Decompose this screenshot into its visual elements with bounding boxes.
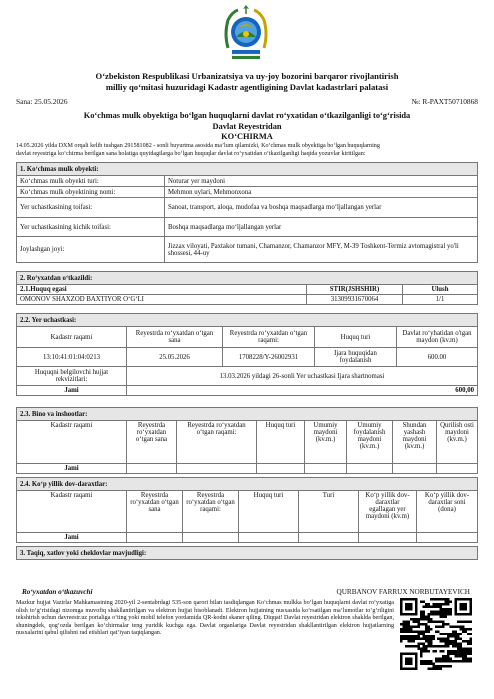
column-header: Umumiy foydalanish maydoni (kv.m.) — [347, 421, 393, 464]
stir-header: STIR(JSHSHIR) — [307, 285, 403, 295]
registration-number: 1708228/Y-26002931 — [223, 348, 315, 367]
section-2-2-table — [16, 313, 478, 396]
total-label: Jami — [17, 386, 127, 396]
document-number: №: R-PAXT50710868 — [411, 97, 478, 106]
section-2-title: 2. Ro‘yxatdan o‘tkazildi: — [17, 272, 478, 285]
intro-line-2: davlat reyestriga ko‘chirma berilgan sana holatiga quyidagilarga bo‘lgan huquqlar davlat ro‘yxatidan o‘tkazilganligi haqida yozuvlar kiritilgan: — [16, 150, 366, 157]
org-line-2: milliy qo‘mitasi huzuridagi Kadastr agentligining Davlat kadastrlari palatasi — [105, 82, 389, 92]
column-header: Reyestrda ro‘yxatdan o‘tgan sana — [127, 421, 177, 464]
legal-notice: Mazkur hujjat Vazirlar Mahkamasining 2020-yil 2-sentabrdagi 535-son qarori bilan tasdiqlangan Ko‘chmas mulkka bo‘lgan huquqlarni davlat ro‘yxatiga olish to‘g‘risidagi nizomga muvofiq shakllantirilgan va elektron hujjat hisoblanadi. Elektron hujjatning nusxasida ko‘rsatilgan ma’lumotlar to‘g‘riligini tekshirish uchun davreestr.uz portaliga o‘ting yoki mobil telefon yordamida QR-kodni skaner qiling. Diqqat! Davlat reyestridan elektron shaklda berilgan, shuningdek, qog‘ozda berilgan ko‘chirmalar teng yuridik kuchga ega. Davlat organlariga Davlat reyestridan shakllantirilgan elektron hujjatlarning nusxalarini qabul qilishni rad etishlari qat’iyan taqiqlangan. — [16, 600, 394, 637]
column-header: Reyestrda ro‘yxatdan o‘tgan raqami: — [223, 327, 315, 348]
section-3-title: 3. Taqiq, xatlov yoki cheklovlar mavjudligi: — [17, 547, 478, 560]
org-line-1: O‘zbekiston Respublikasi Urbanizatsiya va uy-joy bozorini barqaror rivojlantirish — [95, 71, 399, 81]
section-1-table — [16, 162, 478, 263]
title-line-2: Davlat Reyestridan — [212, 121, 282, 131]
column-header: Ko‘p yillik dov-daraxtlar egallagan yer maydoni (kv.m) — [359, 491, 417, 533]
section-2-table — [16, 271, 478, 305]
section-1-title: 1. Ko‘chmas mulk obyekti: — [17, 163, 478, 176]
field-value: Boshqa maqsadlarga mo‘ljallangan yerlar — [165, 218, 478, 237]
column-header: Reyestrda ro‘yxatdan o‘tgan raqami: — [183, 491, 239, 533]
column-header: Davlat ro‘yhatidan o'tgan maydon (kv.m) — [397, 327, 478, 348]
document-details-label: Huquqni belgilovchi hujjat rekvizitlari: — [17, 367, 127, 386]
document-details-value: 13.03.2026 yildagi 26-sonli Yer uchastkasi Ijara shartnomasi — [127, 367, 478, 386]
ulush-header: Ulush — [403, 285, 478, 295]
section-2-3-title: 2.3. Bino va inshootlar: — [17, 408, 478, 421]
field-label: Yer uchastkasining toifasi: — [17, 198, 165, 218]
section-2-2-title: 2.2. Yer uchastkasi: — [17, 314, 478, 327]
total-label: Jami — [17, 464, 127, 474]
owner-stir: 31309931670064 — [307, 295, 403, 305]
title-line-1: Ko‘chmas mulk obyektiga bo‘lgan huquqlarni davlat ro‘yxatidan o‘tkazilganligi to‘g‘risida — [83, 111, 411, 120]
column-header: Ko‘p yillik dov-daraxtlar soni (dona) — [417, 491, 478, 533]
total-label: Jami — [17, 533, 127, 543]
field-value: Sanoat, transport, aloqa, mudofaa va boshqa maqsadlarga mo‘ljallangan yerlar — [165, 198, 478, 218]
column-header: Huquq turi — [315, 327, 397, 348]
qr-code-icon[interactable] — [400, 598, 472, 670]
owner-name: OMONOV SHAXZOD BAXTIYOR O‘G‘LI — [17, 295, 307, 305]
column-header: Huquq turi — [239, 491, 299, 533]
field-label: Yer uchastkasining kichik toifasi: — [17, 218, 165, 237]
field-label: Ko‘chmas mulk obyektining nomi: — [17, 187, 165, 198]
state-emblem-icon — [222, 4, 270, 60]
column-header: Shundan yashash maydoni (kv.m.) — [393, 421, 437, 464]
column-header: Kadastr raqami — [17, 491, 127, 533]
column-header: Kadastr raqami — [17, 421, 127, 464]
organization-name — [40, 71, 454, 93]
owner-share: 1/1 — [403, 295, 478, 305]
column-header: Turi — [299, 491, 359, 533]
document-date: Sana: 25.05.2026 — [16, 97, 68, 106]
section-2-4-title: 2.4. Ko‘p yillik dov-daraxtlar: — [17, 478, 478, 491]
total-value: 600,00 — [127, 386, 478, 396]
column-header: Reyestrda ro‘yxatdan o‘tgan raqami: — [177, 421, 257, 464]
owner-header: 2.1.Huquq egasi — [17, 285, 307, 295]
field-value: Jizzax viloyati, Paxtakor tumani, Chamanzor, Chamanzor MFY, M-39 Toshkent-Termiz avtomagistral yo'li shossesi, 44-uy — [165, 237, 478, 263]
registration-date: 25.05.2026 — [127, 348, 223, 367]
title-line-3: KO‘CHIRMA — [221, 132, 273, 142]
cadastre-number: 13:10:41:01:04:0213 — [17, 348, 127, 367]
registered-area: 600.00 — [397, 348, 478, 367]
section-3-table — [16, 546, 478, 560]
column-header: Reyestrda ro‘yxatdan o‘tgan sana — [127, 491, 183, 533]
section-2-4-table — [16, 477, 478, 543]
field-label: Ko‘chmas mulk obyekti turi: — [17, 176, 165, 187]
registrar-label: Ro‘yxatdan o‘tkazuvchi — [22, 588, 93, 596]
column-header: Reyestrda ro‘yxatdan o‘tgan sana — [127, 327, 223, 348]
column-header: Kadastr raqami — [17, 327, 127, 348]
section-2-3-table — [16, 407, 478, 474]
field-value: Noturar yer maydoni — [165, 176, 478, 187]
column-header: Huquq turi — [257, 421, 305, 464]
intro-line-1: 14.05.2026 yilda DXM orqali kelib tushgan 291581082 - sonli buyurtma asosida ma’lum qilamizki, Ko‘chmas mulk obyektiga bo‘lgan huquqlarning — [16, 143, 380, 149]
registrar-name: QURBANOV FARRUX NORBUTAYEVICH — [336, 588, 470, 596]
field-label: Joylashgan joyi: — [17, 237, 165, 263]
right-type: Ijara huquqidan foydalanish — [315, 348, 397, 367]
document-title — [40, 111, 454, 143]
column-header: Qurilish osti maydoni (kv.m.) — [437, 421, 478, 464]
intro-text — [16, 143, 478, 158]
column-header: Umumiy maydoni (kv.m.) — [305, 421, 347, 464]
field-value: Mehmon uylari, Mehmonxona — [165, 187, 478, 198]
